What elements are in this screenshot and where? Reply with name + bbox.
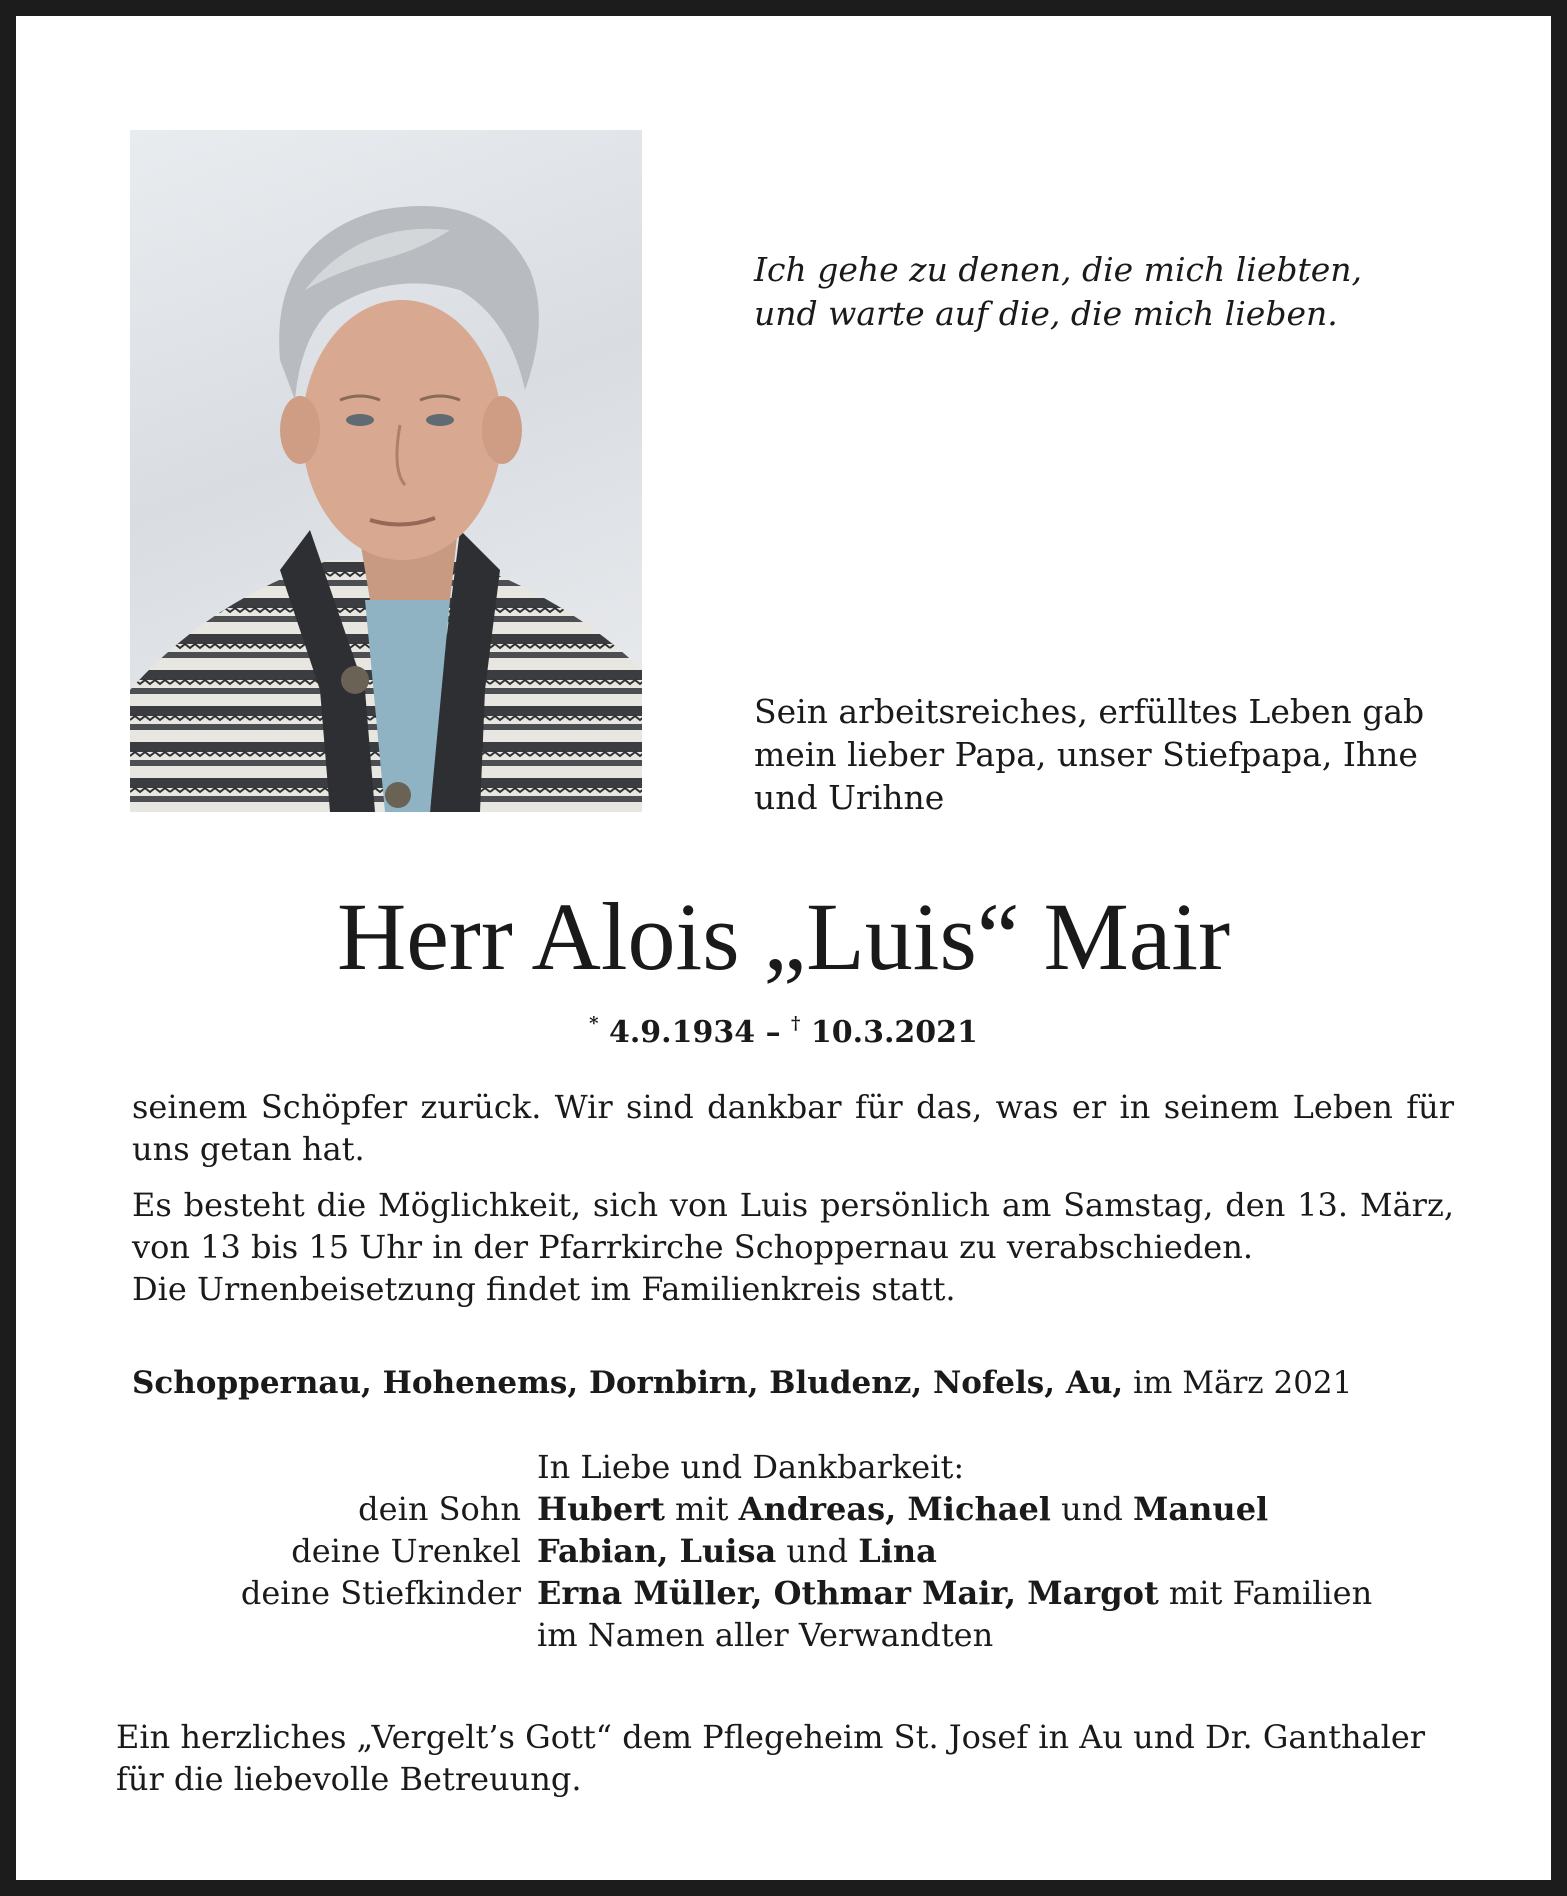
body-paragraph: Die Urnenbeisetzung findet im Familienkreis statt. bbox=[132, 1270, 956, 1308]
place-date-line bbox=[132, 1362, 1462, 1404]
body-text bbox=[132, 1086, 1454, 1324]
intro-line: mein lieber Papa, unser Stiefpapa, Ihne bbox=[754, 735, 1418, 774]
relation-label: deine Urenkel bbox=[291, 1532, 521, 1570]
portrait-illustration bbox=[130, 130, 642, 812]
body-paragraph: seinem Schöpfer zurück. Wir sind dankbar für das, was er in seinem Leben für uns getan hat. bbox=[132, 1088, 1454, 1168]
place-date: im März 2021 bbox=[1133, 1365, 1353, 1401]
body-paragraph: Es besteht die Möglichkeit, sich von Luis persönlich am Samstag, den 13. März, von 13 bis 15 Uhr in der Pfarrkirche Schoppernau zu verabschieden. bbox=[132, 1186, 1454, 1266]
family-row-stepchildren bbox=[166, 1572, 1456, 1614]
date-dash: – bbox=[765, 1015, 781, 1050]
life-dates bbox=[16, 1006, 1551, 1053]
family-row-son bbox=[166, 1488, 1456, 1530]
connector-text: und bbox=[786, 1532, 849, 1570]
grandson-name: Manuel bbox=[1133, 1490, 1269, 1528]
greatgrandchild-name: Lina bbox=[858, 1532, 937, 1570]
intro-line: und Urihne bbox=[754, 778, 945, 817]
death-date: 10.3.2021 bbox=[810, 1015, 978, 1050]
deceased-name: Herr Alois „Luis“ Mair bbox=[336, 883, 1231, 990]
stepchildren-names: Erna Müller, Othmar Mair, Margot bbox=[537, 1574, 1159, 1612]
grandson-names: Andreas, Michael bbox=[738, 1490, 1051, 1528]
intro-line: Sein arbeitsreiches, erfülltes Leben gab bbox=[754, 692, 1425, 731]
thanks-line: Ein herzliches „Vergelt’s Gott“ dem Pflegeheim St. Josef in Au und Dr. Ganthaler bbox=[116, 1718, 1426, 1756]
connector-text: mit Familien bbox=[1168, 1574, 1373, 1612]
son-name: Hubert bbox=[537, 1490, 665, 1528]
quote-line: und warte auf die, die mich lieben. bbox=[754, 294, 1338, 333]
relatives-line: im Namen aller Verwandten bbox=[537, 1616, 994, 1654]
greatgrandchild-names: Fabian, Luisa bbox=[537, 1532, 777, 1570]
connector-text: und bbox=[1061, 1490, 1123, 1528]
thanks-line: für die liebevolle Betreuung. bbox=[116, 1760, 582, 1798]
family-row-greatgrandchildren bbox=[166, 1530, 1456, 1572]
birth-symbol: * bbox=[589, 1013, 599, 1034]
signatures-heading: In Liebe und Dankbarkeit: bbox=[537, 1448, 965, 1486]
relation-label: deine Stiefkinder bbox=[240, 1574, 521, 1612]
portrait-photo bbox=[130, 130, 642, 812]
memorial-quote bbox=[754, 248, 1454, 336]
intro-text bbox=[754, 690, 1454, 819]
place-names: Schoppernau, Hohenems, Dornbirn, Bludenz, Nofels, Au, bbox=[132, 1365, 1124, 1401]
quote-line: Ich gehe zu denen, die mich liebten, bbox=[754, 250, 1363, 289]
death-symbol: † bbox=[791, 1013, 801, 1034]
obituary-page bbox=[16, 16, 1551, 1880]
relation-label: dein Sohn bbox=[358, 1490, 521, 1528]
family-signatures bbox=[166, 1446, 1456, 1656]
connector-text: mit bbox=[675, 1490, 729, 1528]
thanks-note bbox=[116, 1716, 1461, 1800]
birth-date: 4.9.1934 bbox=[608, 1015, 756, 1050]
